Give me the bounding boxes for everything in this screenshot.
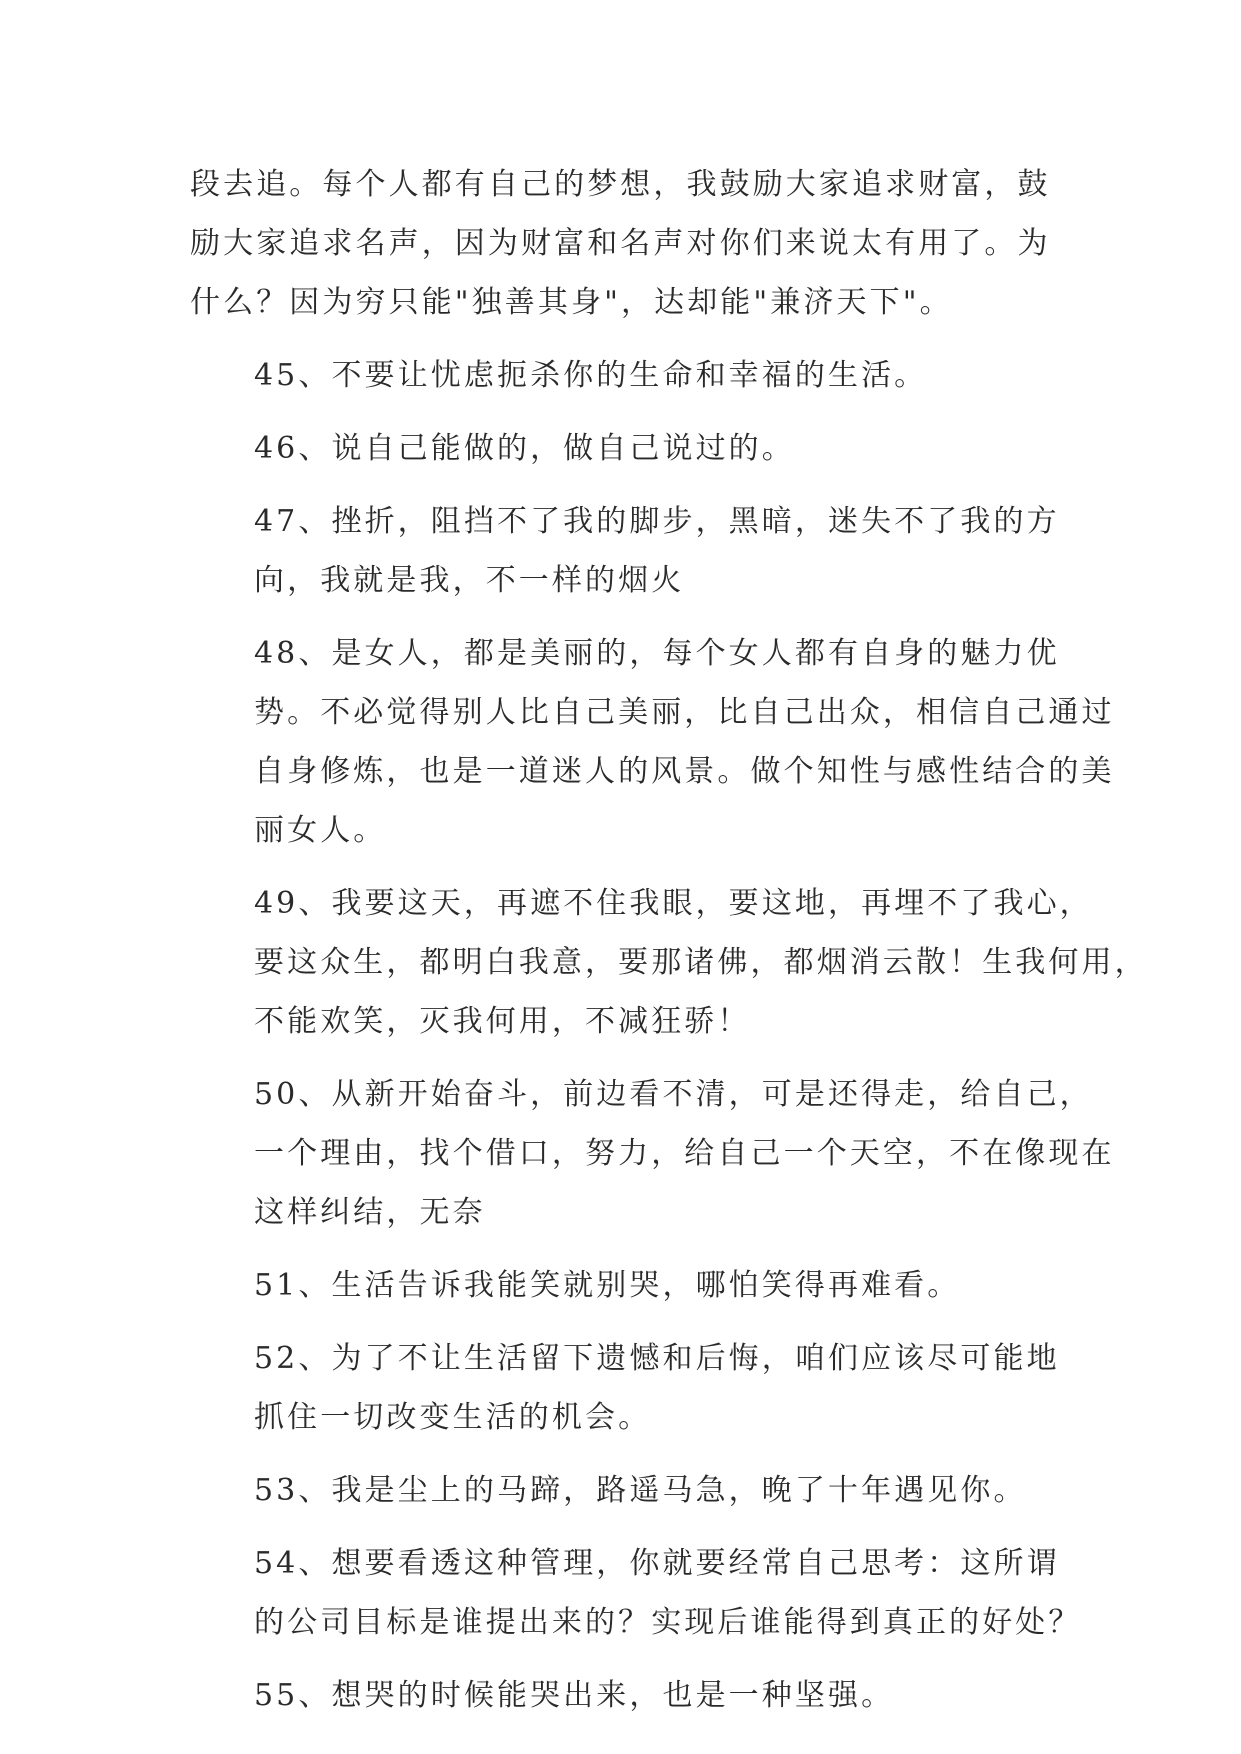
text-line: 46、说自己能做的，做自己说过的。 xyxy=(254,431,795,466)
paragraph xyxy=(190,1666,1050,1725)
paragraph xyxy=(190,1256,1050,1315)
paragraph xyxy=(190,1534,1082,1652)
text-line: 49、我要这天，再遮不住我眼，要这地，再埋不了我心， xyxy=(254,886,1093,921)
paragraph xyxy=(190,419,1050,478)
text-line: 势。不必觉得别人比自己美丽，比自己出众，相信自己通过 xyxy=(254,695,1115,730)
text-line: 45、不要让忧虑扼杀你的生命和幸福的生活。 xyxy=(254,358,928,393)
document-body xyxy=(190,155,1148,1739)
text-line: 励大家追求名声，因为财富和名声对你们来说太有用了。为 xyxy=(190,226,1051,261)
paragraph xyxy=(190,624,1115,860)
text-line: 55、想哭的时候能哭出来，也是一种坚强。 xyxy=(254,1678,895,1713)
text-line: 不能欢笑，灭我何用，不减狂骄！ xyxy=(254,1004,751,1039)
paragraph xyxy=(190,1329,1060,1447)
paragraph xyxy=(190,492,1060,610)
paragraph xyxy=(190,155,1050,332)
text-line: 向，我就是我，不一样的烟火 xyxy=(254,563,685,598)
text-line: 53、我是尘上的马蹄，路遥马急，晚了十年遇见你。 xyxy=(254,1473,1027,1508)
text-line: 这样纠结，无奈 xyxy=(254,1195,486,1230)
text-line: 的公司目标是谁提出来的？实现后谁能得到真正的好处？ xyxy=(254,1605,1082,1640)
paragraph xyxy=(190,1461,1050,1520)
text-line: 一个理由，找个借口，努力，给自己一个天空，不在像现在 xyxy=(254,1136,1115,1171)
text-line: 要这众生，都明白我意，要那诸佛，都烟消云散！生我何用， xyxy=(254,945,1148,980)
text-line: 抓住一切改变生活的机会。 xyxy=(254,1400,652,1435)
paragraph xyxy=(190,346,1050,405)
paragraph xyxy=(190,1065,1115,1242)
text-line: 54、想要看透这种管理，你就要经常自己思考：这所谓 xyxy=(254,1546,1060,1581)
text-line: 51、生活告诉我能笑就别哭，哪怕笑得再难看。 xyxy=(254,1268,961,1303)
text-line: 段去追。每个人都有自己的梦想，我鼓励大家追求财富，鼓 xyxy=(190,167,1051,202)
text-line: 丽女人。 xyxy=(254,813,387,848)
text-line: 什么？因为穷只能"独善其身"，达却能"兼济天下"。 xyxy=(190,285,953,320)
text-line: 48、是女人，都是美丽的，每个女人都有自身的魅力优 xyxy=(254,636,1060,671)
text-line: 47、挫折，阻挡不了我的脚步，黑暗，迷失不了我的方 xyxy=(254,504,1060,539)
text-line: 自身修炼，也是一道迷人的风景。做个知性与感性结合的美 xyxy=(254,754,1115,789)
text-line: 52、为了不让生活留下遗憾和后悔，咱们应该尽可能地 xyxy=(254,1341,1060,1376)
text-line: 50、从新开始奋斗，前边看不清，可是还得走，给自己， xyxy=(254,1077,1093,1112)
paragraph xyxy=(190,874,1148,1051)
